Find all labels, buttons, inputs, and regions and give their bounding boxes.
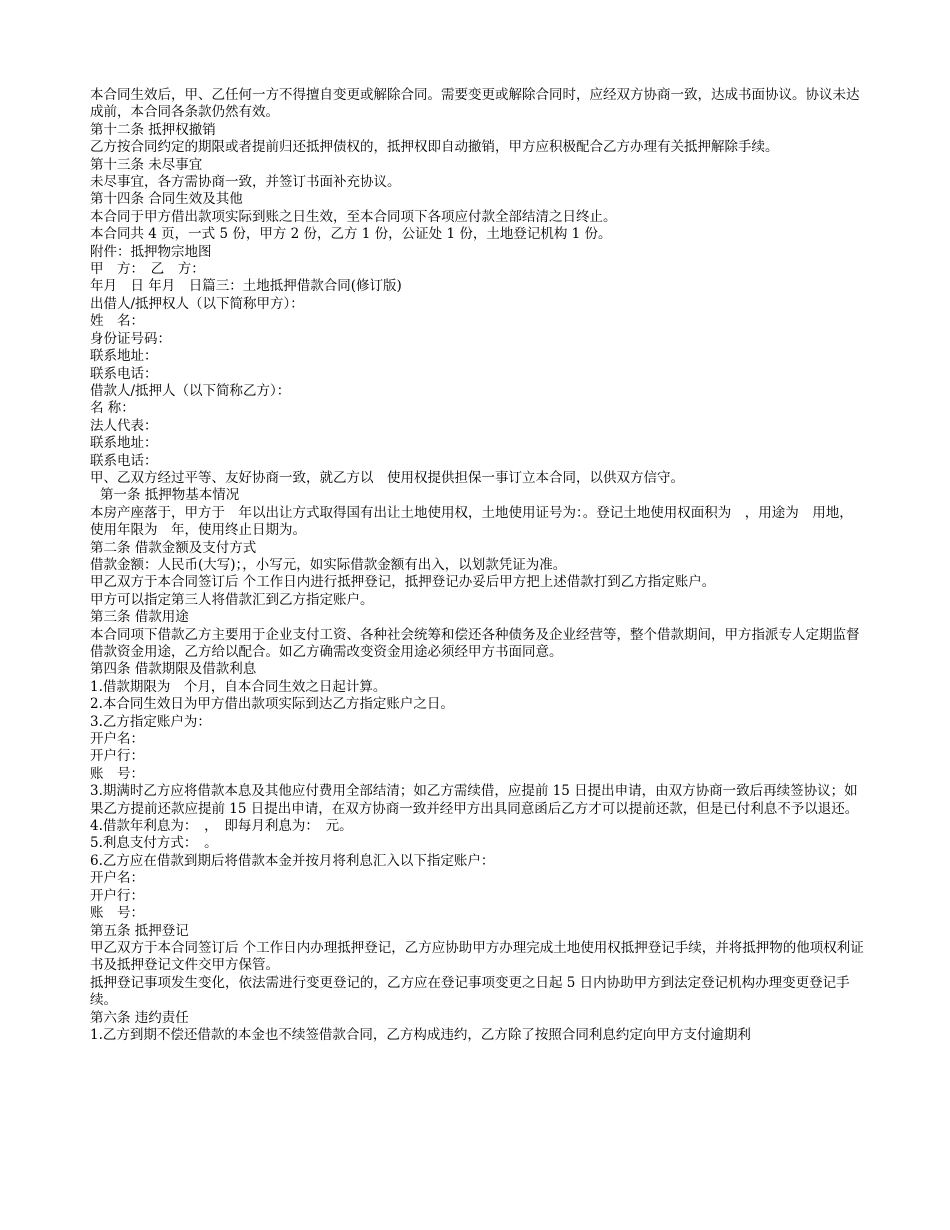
section-heading: 第六条 违约责任 bbox=[90, 1009, 189, 1026]
attachment-line: 附件：抵押物宗地图 bbox=[90, 243, 212, 260]
section-heading: 第一条 抵押物基本情况 bbox=[100, 487, 240, 504]
paragraph: 本合同项下借款乙方主要用于企业支付工资、各种社会统筹和偿还各种债务及企业经营等，整个借款期间，甲方指派专人定期监督借款资金用途，乙方给以配合。如乙方确需改变资金用途必须经甲方书面同意。 bbox=[90, 626, 860, 660]
list-item: 3.期满时乙方应将借款本息及其他应付费用全部结清；如乙方需续借，应提前 15 日提出申请，由双方协商一致后再续签协议；如果乙方提前还款应提前 15 日提出申请，在双方协商一致并经甲方出具同意函后乙方才可以提前还款，但是已付利息不予以退还。 bbox=[90, 783, 859, 817]
paragraph: 本合同生效后，甲、乙任何一方不得擅自变更或解除合同。需要变更或解除合同时，应经双方协商一致，达成书面协议。协议未达成前，本合同各条款仍然有效。 bbox=[90, 87, 860, 121]
form-field: 联系电话： bbox=[90, 452, 158, 469]
list-item: 2.本合同生效日为甲方借出款项实际到达乙方指定账户之日。 bbox=[90, 696, 454, 713]
list-item: 3.乙方指定账户为： bbox=[90, 713, 211, 730]
form-field: 开户名： bbox=[90, 870, 144, 887]
document-body bbox=[90, 87, 865, 1044]
paragraph: 本房产座落于，甲方于 年以出让方式取得国有出让土地使用权，土地使用证号为：。登记土地使用权面积为 ，用途为 用地，使用年限为 年，使用终止日期为。 bbox=[90, 504, 853, 539]
form-field: 账 号： bbox=[90, 765, 144, 782]
section-heading: 第二条 借款金额及支付方式 bbox=[90, 539, 257, 556]
section-heading: 第十二条 抵押权撤销 bbox=[90, 121, 216, 138]
form-field: 姓 名： bbox=[90, 313, 144, 330]
form-field: 开户行： bbox=[90, 748, 144, 765]
section-heading: 第四条 借款期限及借款利息 bbox=[90, 661, 257, 678]
form-field: 身份证号码： bbox=[90, 330, 171, 347]
section-heading: 第五条 抵押登记 bbox=[90, 922, 189, 939]
paragraph: 本合同于甲方借出款项实际到账之日生效，至本合同项下各项应付款全部结清之日终止。 bbox=[90, 208, 617, 225]
party-a-heading: 出借人/抵押权人（以下简称甲方）： bbox=[90, 295, 304, 312]
form-field: 账 号： bbox=[90, 905, 144, 922]
party-b-heading: 借款人/抵押人（以下简称乙方）： bbox=[90, 382, 291, 399]
form-field: 开户名： bbox=[90, 731, 144, 748]
form-field: 名 称： bbox=[90, 400, 135, 417]
form-field: 联系电话： bbox=[90, 365, 158, 382]
paragraph: 借款金额：人民币(大写)；，小写元，如实际借款金额有出入，以划款凭证为准。 bbox=[90, 556, 567, 573]
signature-line: 甲 方： 乙 方： bbox=[90, 261, 205, 278]
paragraph: 未尽事宜，各方需协商一致，并签订书面补充协议。 bbox=[90, 174, 401, 191]
section-heading: 第十四条 合同生效及其他 bbox=[90, 191, 243, 208]
section-heading: 第十三条 未尽事宜 bbox=[90, 156, 203, 173]
form-field: 法人代表： bbox=[90, 417, 158, 434]
list-item: 1.借款期限为 个月，自本合同生效之日起计算。 bbox=[90, 678, 387, 695]
paragraph: 甲乙双方于本合同签订后 个工作日内进行抵押登记，抵押登记办妥后甲方把上述借款打到乙方指定账户。 bbox=[90, 574, 716, 591]
paragraph: 抵押登记事项发生变化，依法需进行变更登记的，乙方应在登记事项变更之日起 5 日内协助甲方到法定登记机构办理变更登记手续。 bbox=[90, 974, 850, 1009]
date-title-line: 年月 日 年月 日篇三：土地抵押借款合同(修订版) bbox=[90, 278, 402, 295]
list-item: 1.乙方到期不偿还借款的本金也不续签借款合同，乙方构成违约，乙方除了按照合同利息约定向甲方支付逾期利 bbox=[90, 1026, 751, 1043]
section-heading: 第三条 借款用途 bbox=[90, 609, 189, 626]
paragraph: 本合同共 4 页，一式 5 份，甲方 2 份，乙方 1 份，公证处 1 份，土地登记机构 1 份。 bbox=[90, 226, 612, 243]
form-field: 开户行： bbox=[90, 887, 144, 904]
form-field: 联系地址： bbox=[90, 435, 158, 452]
paragraph: 甲乙双方于本合同签订后 个工作日内办理抵押登记，乙方应协助甲方办理完成土地使用权抵押登记手续，并将抵押物的他项权利证书及抵押登记文件交甲方保管。 bbox=[90, 939, 864, 974]
list-item: 4.借款年利息为： ， 即每月利息为： 元。 bbox=[90, 818, 353, 835]
paragraph: 乙方按合同约定的期限或者提前归还抵押债权的，抵押权即自动撤销，甲方应积极配合乙方办理有关抵押解除手续。 bbox=[90, 139, 779, 156]
list-item: 6.乙方应在借款到期后将借款本金并按月将利息汇入以下指定账户： bbox=[90, 852, 495, 869]
list-item: 5.利息支付方式： 。 bbox=[90, 835, 218, 852]
paragraph: 甲方可以指定第三人将借款汇到乙方指定账户。 bbox=[90, 591, 374, 608]
form-field: 联系地址： bbox=[90, 348, 158, 365]
paragraph: 甲、乙双方经过平等、友好协商一致，就乙方以 使用权提供担保一事订立本合同，以供双方信守。 bbox=[90, 469, 684, 486]
